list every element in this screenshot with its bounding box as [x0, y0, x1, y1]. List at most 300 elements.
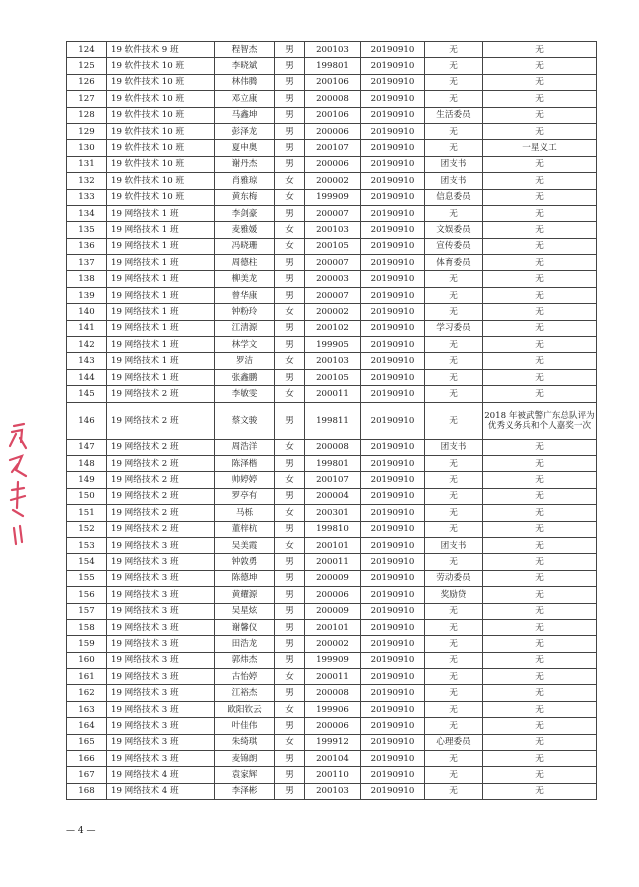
birth-date-cell: 200101	[305, 537, 361, 553]
gender-cell: 男	[275, 58, 305, 74]
table-row	[67, 767, 597, 783]
gender-cell: 女	[275, 173, 305, 189]
row-number-cell: 131	[67, 156, 107, 172]
row-number-cell: 150	[67, 488, 107, 504]
class-duty-cell: 信息委员	[425, 189, 483, 205]
class-duty-cell: 无	[425, 652, 483, 668]
table-row	[67, 603, 597, 619]
gender-cell: 男	[275, 107, 305, 123]
class-duty-cell: 生活委员	[425, 107, 483, 123]
class-cell: 19 网络技术 1 班	[107, 353, 215, 369]
row-number-cell: 129	[67, 123, 107, 139]
birth-date-cell: 199909	[305, 652, 361, 668]
class-cell: 19 网络技术 1 班	[107, 287, 215, 303]
class-duty-cell: 无	[425, 74, 483, 90]
class-cell: 19 网络技术 4 班	[107, 767, 215, 783]
gender-cell: 男	[275, 337, 305, 353]
class-cell: 19 软件技术 10 班	[107, 74, 215, 90]
enrollment-date-cell: 20190910	[361, 42, 425, 58]
awards-cell: 无	[483, 652, 597, 668]
table-row	[67, 189, 597, 205]
gender-cell: 女	[275, 439, 305, 455]
gender-cell: 女	[275, 304, 305, 320]
table-row	[67, 587, 597, 603]
gender-cell: 女	[275, 353, 305, 369]
student-name-cell: 江裕杰	[215, 685, 275, 701]
enrollment-date-cell: 20190910	[361, 337, 425, 353]
row-number-cell: 163	[67, 701, 107, 717]
red-seal-stamp	[2, 420, 32, 550]
birth-date-cell: 199811	[305, 402, 361, 439]
table-row	[67, 652, 597, 668]
table-row	[67, 173, 597, 189]
student-name-cell: 林伟腾	[215, 74, 275, 90]
birth-date-cell: 200106	[305, 107, 361, 123]
table-row	[67, 488, 597, 504]
enrollment-date-cell: 20190910	[361, 734, 425, 750]
awards-cell: 无	[483, 767, 597, 783]
gender-cell: 男	[275, 751, 305, 767]
student-name-cell: 陈德坤	[215, 570, 275, 586]
row-number-cell: 162	[67, 685, 107, 701]
enrollment-date-cell: 20190910	[361, 636, 425, 652]
birth-date-cell: 200106	[305, 74, 361, 90]
row-number-cell: 160	[67, 652, 107, 668]
birth-date-cell: 200103	[305, 783, 361, 799]
class-cell: 19 软件技术 10 班	[107, 107, 215, 123]
gender-cell: 女	[275, 189, 305, 205]
row-number-cell: 137	[67, 255, 107, 271]
row-number-cell: 132	[67, 173, 107, 189]
birth-date-cell: 200105	[305, 238, 361, 254]
class-cell: 19 网络技术 1 班	[107, 238, 215, 254]
gender-cell: 男	[275, 488, 305, 504]
class-duty-cell: 无	[425, 472, 483, 488]
class-cell: 19 网络技术 3 班	[107, 570, 215, 586]
gender-cell: 男	[275, 255, 305, 271]
birth-date-cell: 200105	[305, 369, 361, 385]
enrollment-date-cell: 20190910	[361, 767, 425, 783]
enrollment-date-cell: 20190910	[361, 173, 425, 189]
awards-cell: 无	[483, 636, 597, 652]
table-row	[67, 42, 597, 58]
table-row	[67, 402, 597, 439]
awards-cell: 无	[483, 718, 597, 734]
class-cell: 19 网络技术 2 班	[107, 488, 215, 504]
birth-date-cell: 200301	[305, 505, 361, 521]
student-name-cell: 李泽彬	[215, 783, 275, 799]
birth-date-cell: 200006	[305, 156, 361, 172]
row-number-cell: 133	[67, 189, 107, 205]
class-cell: 19 网络技术 3 班	[107, 734, 215, 750]
awards-cell: 无	[483, 701, 597, 717]
enrollment-date-cell: 20190910	[361, 74, 425, 90]
gender-cell: 男	[275, 74, 305, 90]
student-name-cell: 邓立康	[215, 91, 275, 107]
class-duty-cell: 无	[425, 58, 483, 74]
birth-date-cell: 199801	[305, 58, 361, 74]
student-name-cell: 林学文	[215, 337, 275, 353]
class-cell: 19 网络技术 1 班	[107, 337, 215, 353]
class-cell: 19 网络技术 1 班	[107, 271, 215, 287]
class-cell: 19 网络技术 2 班	[107, 505, 215, 521]
birth-date-cell: 200007	[305, 255, 361, 271]
student-name-cell: 张鑫鹏	[215, 369, 275, 385]
class-duty-cell: 无	[425, 369, 483, 385]
student-name-cell: 柳美龙	[215, 271, 275, 287]
awards-cell: 无	[483, 189, 597, 205]
enrollment-date-cell: 20190910	[361, 58, 425, 74]
awards-cell: 无	[483, 91, 597, 107]
birth-date-cell: 200009	[305, 603, 361, 619]
table-row	[67, 58, 597, 74]
awards-cell: 无	[483, 751, 597, 767]
class-duty-cell: 无	[425, 636, 483, 652]
class-duty-cell: 无	[425, 304, 483, 320]
row-number-cell: 140	[67, 304, 107, 320]
birth-date-cell: 200003	[305, 271, 361, 287]
awards-cell: 无	[483, 320, 597, 336]
row-number-cell: 130	[67, 140, 107, 156]
student-name-cell: 黄耀源	[215, 587, 275, 603]
table-row	[67, 554, 597, 570]
table-row	[67, 255, 597, 271]
gender-cell: 男	[275, 205, 305, 221]
row-number-cell: 167	[67, 767, 107, 783]
table-row	[67, 685, 597, 701]
enrollment-date-cell: 20190910	[361, 238, 425, 254]
enrollment-date-cell: 20190910	[361, 369, 425, 385]
student-name-cell: 钟粉玲	[215, 304, 275, 320]
class-cell: 19 软件技术 10 班	[107, 91, 215, 107]
gender-cell: 男	[275, 783, 305, 799]
class-duty-cell: 无	[425, 91, 483, 107]
student-name-cell: 肖雅琼	[215, 173, 275, 189]
student-roster-table	[66, 41, 597, 800]
birth-date-cell: 200011	[305, 669, 361, 685]
birth-date-cell: 200004	[305, 488, 361, 504]
class-duty-cell: 无	[425, 287, 483, 303]
gender-cell: 女	[275, 238, 305, 254]
row-number-cell: 151	[67, 505, 107, 521]
table-row	[67, 304, 597, 320]
class-duty-cell: 学习委员	[425, 320, 483, 336]
row-number-cell: 128	[67, 107, 107, 123]
gender-cell: 男	[275, 554, 305, 570]
student-name-cell: 董梓杭	[215, 521, 275, 537]
gender-cell: 男	[275, 718, 305, 734]
awards-cell: 无	[483, 255, 597, 271]
class-duty-cell: 无	[425, 386, 483, 402]
table-row	[67, 205, 597, 221]
gender-cell: 男	[275, 570, 305, 586]
awards-cell: 无	[483, 603, 597, 619]
enrollment-date-cell: 20190910	[361, 783, 425, 799]
enrollment-date-cell: 20190910	[361, 205, 425, 221]
birth-date-cell: 199912	[305, 734, 361, 750]
class-cell: 19 网络技术 4 班	[107, 783, 215, 799]
student-name-cell: 彭泽龙	[215, 123, 275, 139]
awards-cell: 无	[483, 587, 597, 603]
birth-date-cell: 200103	[305, 222, 361, 238]
enrollment-date-cell: 20190910	[361, 669, 425, 685]
awards-cell: 无	[483, 570, 597, 586]
class-duty-cell: 无	[425, 271, 483, 287]
student-name-cell: 郭炜杰	[215, 652, 275, 668]
table-row	[67, 287, 597, 303]
student-name-cell: 吴美霞	[215, 537, 275, 553]
birth-date-cell: 199810	[305, 521, 361, 537]
enrollment-date-cell: 20190910	[361, 521, 425, 537]
awards-cell: 无	[483, 537, 597, 553]
student-name-cell: 马鑫坤	[215, 107, 275, 123]
table-row	[67, 271, 597, 287]
gender-cell: 女	[275, 701, 305, 717]
student-name-cell: 周浩洋	[215, 439, 275, 455]
gender-cell: 男	[275, 521, 305, 537]
gender-cell: 男	[275, 636, 305, 652]
awards-cell: 无	[483, 353, 597, 369]
class-cell: 19 网络技术 3 班	[107, 603, 215, 619]
enrollment-date-cell: 20190910	[361, 537, 425, 553]
class-duty-cell: 无	[425, 337, 483, 353]
page-number: — 4 —	[66, 826, 96, 836]
table-row	[67, 783, 597, 799]
awards-cell: 2018 年被武警广东总队评为优秀义务兵和个人嘉奖一次	[483, 402, 597, 439]
birth-date-cell: 200104	[305, 751, 361, 767]
table-row	[67, 455, 597, 471]
class-cell: 19 网络技术 3 班	[107, 669, 215, 685]
table-row	[67, 353, 597, 369]
student-name-cell: 麦锦朗	[215, 751, 275, 767]
awards-cell: 无	[483, 222, 597, 238]
gender-cell: 女	[275, 222, 305, 238]
awards-cell: 无	[483, 669, 597, 685]
student-name-cell: 朱绮琪	[215, 734, 275, 750]
student-name-cell: 李晓斌	[215, 58, 275, 74]
awards-cell: 无	[483, 369, 597, 385]
gender-cell: 女	[275, 734, 305, 750]
class-duty-cell: 无	[425, 455, 483, 471]
birth-date-cell: 200002	[305, 636, 361, 652]
student-name-cell: 冯晓珊	[215, 238, 275, 254]
class-duty-cell: 劳动委员	[425, 570, 483, 586]
row-number-cell: 147	[67, 439, 107, 455]
row-number-cell: 166	[67, 751, 107, 767]
student-name-cell: 江清源	[215, 320, 275, 336]
row-number-cell: 157	[67, 603, 107, 619]
table-row	[67, 537, 597, 553]
table-row	[67, 222, 597, 238]
class-duty-cell: 团支书	[425, 537, 483, 553]
table-row	[67, 669, 597, 685]
class-duty-cell: 文娱委员	[425, 222, 483, 238]
student-name-cell: 叶佳伟	[215, 718, 275, 734]
row-number-cell: 144	[67, 369, 107, 385]
class-duty-cell: 奖励贷	[425, 587, 483, 603]
class-cell: 19 网络技术 3 班	[107, 701, 215, 717]
class-duty-cell: 无	[425, 488, 483, 504]
row-number-cell: 138	[67, 271, 107, 287]
table-row	[67, 140, 597, 156]
gender-cell: 女	[275, 505, 305, 521]
roster-body	[67, 42, 597, 800]
student-name-cell: 罗亭有	[215, 488, 275, 504]
student-name-cell: 谢丹杰	[215, 156, 275, 172]
student-name-cell: 麦雅媛	[215, 222, 275, 238]
awards-cell: 无	[483, 173, 597, 189]
birth-date-cell: 199801	[305, 455, 361, 471]
gender-cell: 女	[275, 537, 305, 553]
student-name-cell: 谢馨仪	[215, 619, 275, 635]
birth-date-cell: 199905	[305, 337, 361, 353]
enrollment-date-cell: 20190910	[361, 402, 425, 439]
birth-date-cell: 200006	[305, 587, 361, 603]
student-name-cell: 陈泽楷	[215, 455, 275, 471]
table-row	[67, 337, 597, 353]
gender-cell: 女	[275, 669, 305, 685]
enrollment-date-cell: 20190910	[361, 386, 425, 402]
class-duty-cell: 无	[425, 701, 483, 717]
enrollment-date-cell: 20190910	[361, 287, 425, 303]
row-number-cell: 158	[67, 619, 107, 635]
birth-date-cell: 200103	[305, 42, 361, 58]
row-number-cell: 125	[67, 58, 107, 74]
student-name-cell: 周德柱	[215, 255, 275, 271]
table-row	[67, 751, 597, 767]
row-number-cell: 164	[67, 718, 107, 734]
enrollment-date-cell: 20190910	[361, 587, 425, 603]
awards-cell: 无	[483, 505, 597, 521]
awards-cell: 无	[483, 107, 597, 123]
birth-date-cell: 199906	[305, 701, 361, 717]
student-name-cell: 欧阳钦云	[215, 701, 275, 717]
class-duty-cell: 无	[425, 751, 483, 767]
table-row	[67, 734, 597, 750]
enrollment-date-cell: 20190910	[361, 685, 425, 701]
class-duty-cell: 无	[425, 42, 483, 58]
class-duty-cell: 体育委员	[425, 255, 483, 271]
awards-cell: 无	[483, 205, 597, 221]
enrollment-date-cell: 20190910	[361, 156, 425, 172]
row-number-cell: 127	[67, 91, 107, 107]
birth-date-cell: 200006	[305, 123, 361, 139]
table-row	[67, 701, 597, 717]
class-cell: 19 网络技术 1 班	[107, 320, 215, 336]
awards-cell: 无	[483, 271, 597, 287]
class-duty-cell: 团支书	[425, 439, 483, 455]
row-number-cell: 141	[67, 320, 107, 336]
row-number-cell: 165	[67, 734, 107, 750]
student-name-cell: 帅婷婷	[215, 472, 275, 488]
row-number-cell: 156	[67, 587, 107, 603]
enrollment-date-cell: 20190910	[361, 455, 425, 471]
gender-cell: 男	[275, 271, 305, 287]
row-number-cell: 134	[67, 205, 107, 221]
enrollment-date-cell: 20190910	[361, 320, 425, 336]
class-cell: 19 网络技术 3 班	[107, 636, 215, 652]
gender-cell: 女	[275, 386, 305, 402]
awards-cell: 无	[483, 488, 597, 504]
student-name-cell: 李剑豪	[215, 205, 275, 221]
row-number-cell: 142	[67, 337, 107, 353]
gender-cell: 男	[275, 587, 305, 603]
class-cell: 19 网络技术 3 班	[107, 537, 215, 553]
birth-date-cell: 200008	[305, 91, 361, 107]
class-duty-cell: 无	[425, 783, 483, 799]
row-number-cell: 136	[67, 238, 107, 254]
gender-cell: 男	[275, 42, 305, 58]
table-row	[67, 123, 597, 139]
enrollment-date-cell: 20190910	[361, 701, 425, 717]
birth-date-cell: 200007	[305, 205, 361, 221]
enrollment-date-cell: 20190910	[361, 439, 425, 455]
table-row	[67, 505, 597, 521]
birth-date-cell: 199909	[305, 189, 361, 205]
birth-date-cell: 200011	[305, 554, 361, 570]
class-cell: 19 网络技术 2 班	[107, 402, 215, 439]
awards-cell: 无	[483, 685, 597, 701]
birth-date-cell: 200007	[305, 287, 361, 303]
table-row	[67, 74, 597, 90]
student-name-cell: 黄东梅	[215, 189, 275, 205]
enrollment-date-cell: 20190910	[361, 505, 425, 521]
enrollment-date-cell: 20190910	[361, 570, 425, 586]
enrollment-date-cell: 20190910	[361, 652, 425, 668]
class-duty-cell: 无	[425, 353, 483, 369]
student-name-cell: 袁家辉	[215, 767, 275, 783]
row-number-cell: 153	[67, 537, 107, 553]
class-duty-cell: 无	[425, 619, 483, 635]
class-duty-cell: 团支书	[425, 156, 483, 172]
class-cell: 19 网络技术 3 班	[107, 554, 215, 570]
class-duty-cell: 无	[425, 685, 483, 701]
table-row	[67, 156, 597, 172]
birth-date-cell: 200011	[305, 386, 361, 402]
class-cell: 19 网络技术 2 班	[107, 386, 215, 402]
enrollment-date-cell: 20190910	[361, 255, 425, 271]
enrollment-date-cell: 20190910	[361, 304, 425, 320]
enrollment-date-cell: 20190910	[361, 189, 425, 205]
enrollment-date-cell: 20190910	[361, 751, 425, 767]
class-cell: 19 软件技术 10 班	[107, 173, 215, 189]
awards-cell: 无	[483, 554, 597, 570]
gender-cell: 女	[275, 472, 305, 488]
class-duty-cell: 无	[425, 669, 483, 685]
class-duty-cell: 无	[425, 603, 483, 619]
class-cell: 19 软件技术 9 班	[107, 42, 215, 58]
awards-cell: 无	[483, 304, 597, 320]
row-number-cell: 139	[67, 287, 107, 303]
student-name-cell: 罗洁	[215, 353, 275, 369]
gender-cell: 男	[275, 369, 305, 385]
awards-cell: 无	[483, 734, 597, 750]
class-duty-cell: 无	[425, 123, 483, 139]
awards-cell: 无	[483, 74, 597, 90]
row-number-cell: 154	[67, 554, 107, 570]
row-number-cell: 143	[67, 353, 107, 369]
enrollment-date-cell: 20190910	[361, 488, 425, 504]
awards-cell: 一星义工	[483, 140, 597, 156]
gender-cell: 男	[275, 619, 305, 635]
class-cell: 19 网络技术 3 班	[107, 619, 215, 635]
row-number-cell: 168	[67, 783, 107, 799]
row-number-cell: 135	[67, 222, 107, 238]
class-cell: 19 软件技术 10 班	[107, 156, 215, 172]
table-row	[67, 521, 597, 537]
class-duty-cell: 无	[425, 767, 483, 783]
awards-cell: 无	[483, 619, 597, 635]
